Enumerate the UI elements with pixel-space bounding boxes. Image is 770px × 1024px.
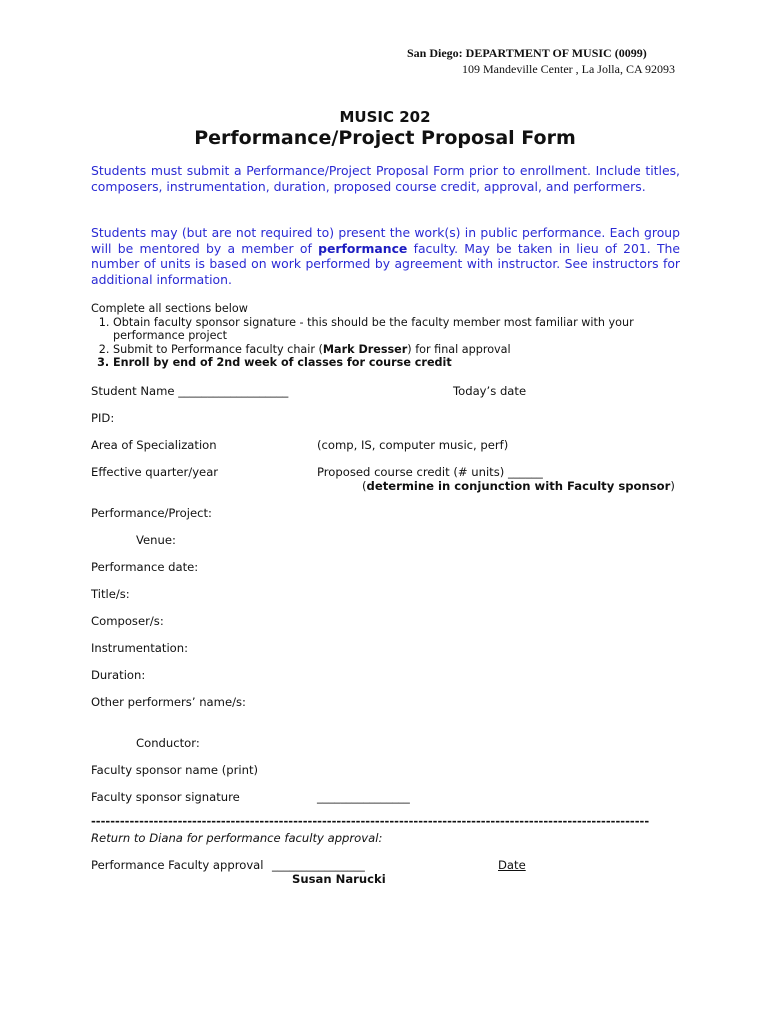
date-label: Date — [498, 858, 526, 872]
duration-field[interactable]: Duration: — [91, 668, 146, 682]
instruction-text: Submit to Performance faculty chair ( — [113, 342, 323, 356]
area-field[interactable]: Area of Specialization — [91, 438, 217, 452]
intro-p2-text-a: Students may (but are not required to) present the work(s) in public performance. Each group will be mentored by a member of — [91, 225, 680, 256]
sponsor-signature-line[interactable]: ________________ — [317, 790, 410, 804]
performance-project-label: Performance/Project: — [91, 506, 212, 520]
instrumentation-field[interactable]: Instrumentation: — [91, 641, 189, 655]
course-code: MUSIC 202 — [339, 108, 431, 126]
credit-note — [362, 479, 675, 493]
sponsor-signature-label: Faculty sponsor signature — [91, 790, 240, 804]
other-performers-field[interactable]: Other performers’ name/s: — [91, 695, 246, 709]
performance-emphasis: performance — [318, 240, 408, 256]
credit-note-open: ( — [362, 479, 367, 493]
instructions-list — [91, 302, 681, 370]
intro-paragraph-2 — [91, 225, 680, 287]
instruction-item: 1. Obtain faculty sponsor signature - this should be the faculty member most familiar with your performance project — [113, 316, 681, 343]
section-divider: -------------------------------------------------------------------------------------------------------------------- — [91, 814, 650, 828]
sponsor-name-field[interactable]: Faculty sponsor name (print) — [91, 763, 259, 777]
titles-field[interactable]: Title/s: — [91, 587, 130, 601]
intro-paragraph-1: Students must submit a Performance/Project Proposal Form prior to enrollment. Include titles, composers, instrumentation, duration, proposed course credit, approval, and performers. — [91, 163, 680, 194]
pid-field[interactable]: PID: — [91, 411, 115, 425]
quarter-field[interactable]: Effective quarter/year — [91, 465, 219, 479]
credit-note-bold: determine in conjunction with Faculty sponsor — [366, 479, 671, 493]
department-name: San Diego: DEPARTMENT OF MUSIC (0099) — [407, 46, 647, 60]
approval-signature-line[interactable]: ________________ — [272, 858, 365, 872]
instruction-text: ) for final approval — [407, 342, 511, 356]
return-note: Return to Diana for performance faculty approval: — [91, 831, 383, 845]
chair-name: Mark Dresser — [322, 342, 408, 356]
credit-note-close: ) — [670, 479, 675, 493]
instruction-item — [113, 343, 681, 357]
form-title: Performance/Project Proposal Form — [194, 127, 576, 149]
intro-p2-text-b: faculty. May be taken in lieu of 201. The number of units is based on work performed by agreement with instructor. See instructors for additional information. — [91, 240, 680, 287]
student-name-field[interactable]: Student Name ___________________ — [91, 384, 289, 398]
composers-field[interactable]: Composer/s: — [91, 614, 164, 628]
venue-field[interactable]: Venue: — [136, 533, 176, 547]
area-hint: (comp, IS, computer music, perf) — [317, 438, 509, 452]
department-address: 109 Mandeville Center , La Jolla, CA 92093 — [462, 62, 675, 76]
approver-name: Susan Narucki — [292, 872, 386, 886]
todays-date-field[interactable]: Today’s date — [453, 384, 527, 398]
conductor-field[interactable]: Conductor: — [136, 736, 200, 750]
approval-label: Performance Faculty approval — [91, 858, 264, 872]
instruction-item: 3. Enroll by end of 2nd week of classes for course credit — [113, 356, 681, 370]
instructions-heading: Complete all sections below — [91, 302, 248, 315]
course-credit-field[interactable]: Proposed course credit (# units) ______ — [317, 465, 543, 479]
performance-date-field[interactable]: Performance date: — [91, 560, 199, 574]
